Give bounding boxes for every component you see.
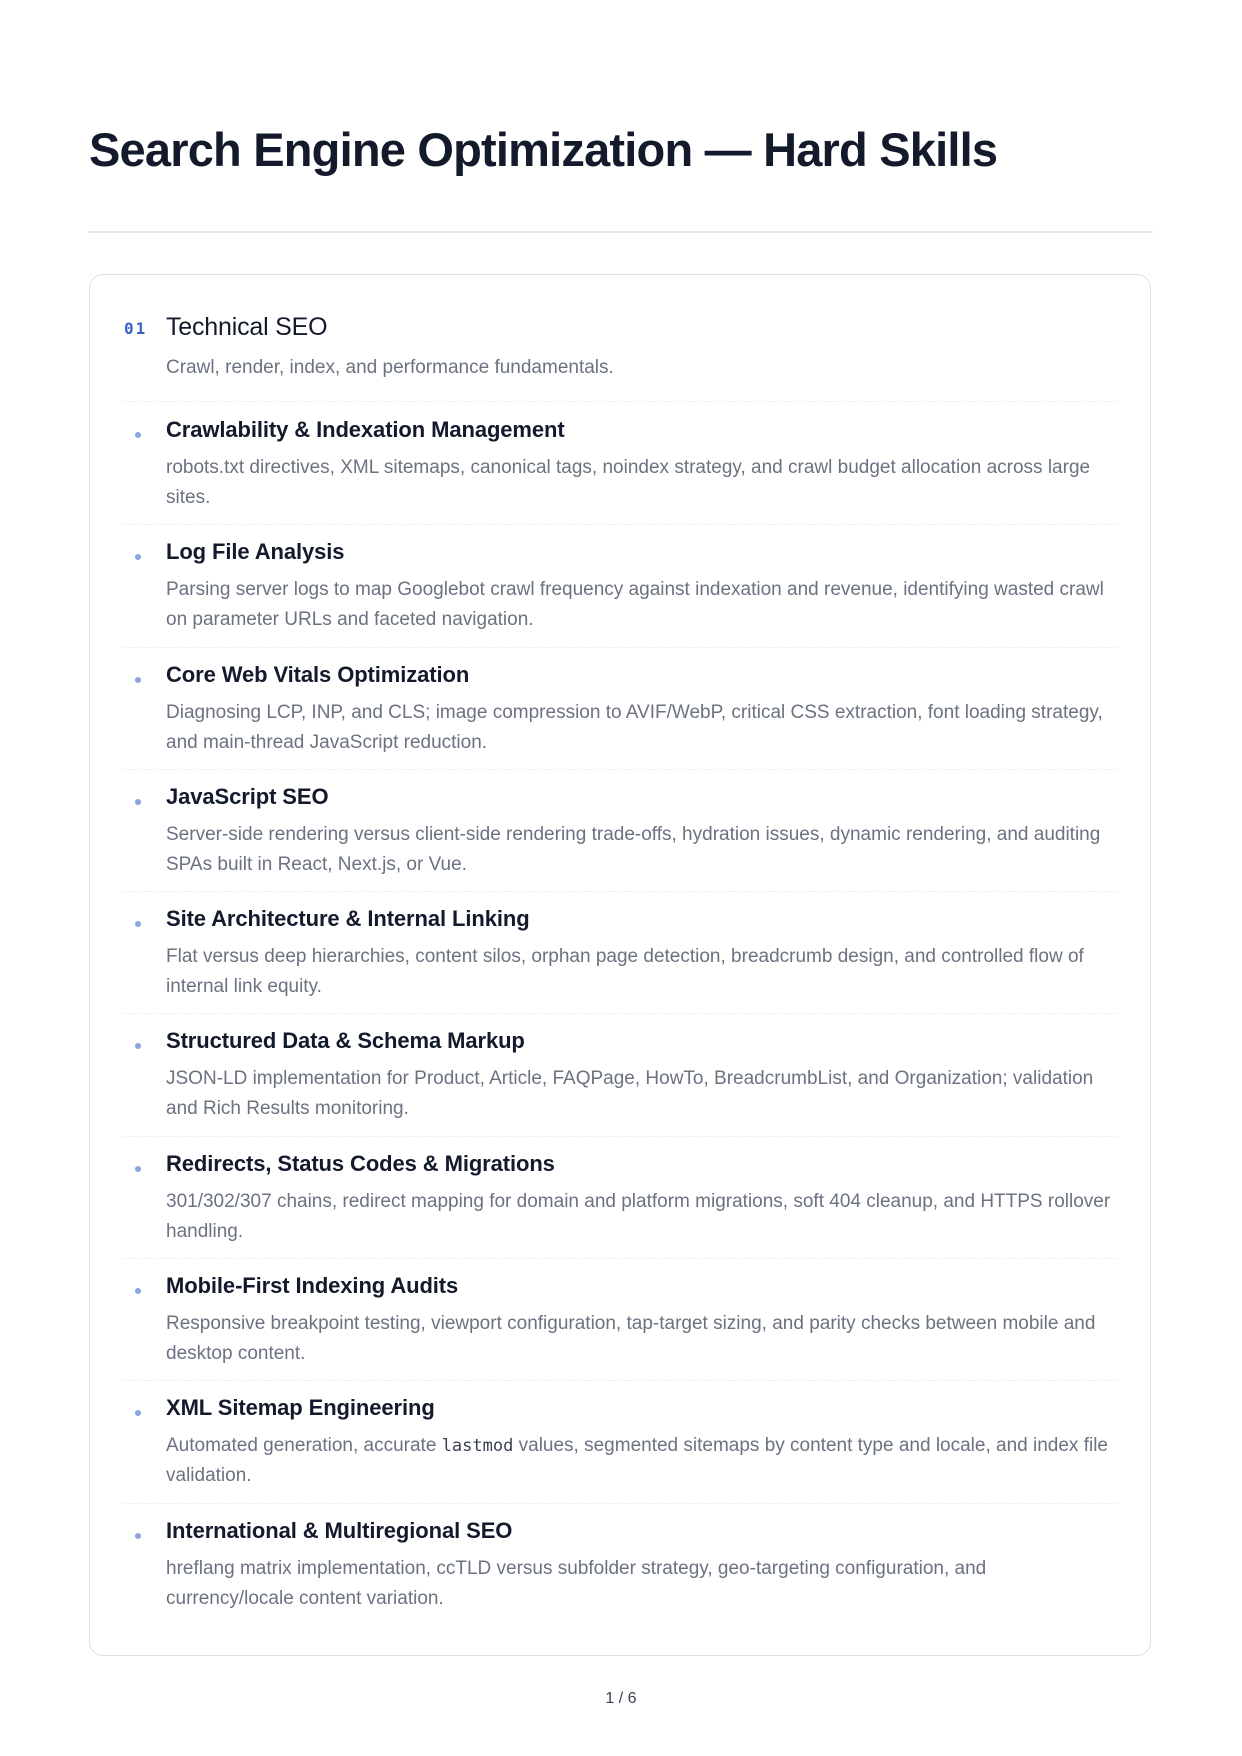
skill-item <box>124 892 1116 1014</box>
bullet-dot-icon <box>135 1533 141 1539</box>
skill-name: JavaScript SEO <box>166 783 329 809</box>
skill-name: Crawlability & Indexation Management <box>166 417 565 442</box>
bullet-dot-icon <box>135 554 141 560</box>
skill-description-text: Automated generation, accurate <box>166 1435 442 1457</box>
skill-name: Structured Data & Schema Markup <box>166 1028 525 1054</box>
bullet-dot-icon <box>135 1166 141 1172</box>
title-divider <box>89 231 1153 233</box>
skill-item <box>124 1137 1116 1259</box>
skill-description: robots.txt directives, XML sitemaps, canonical tags, noindex strategy, and crawl budget allocation across large sites. <box>166 457 1091 508</box>
skill-description: 301/302/307 chains, redirect mapping for domain and platform migrations, soft 404 cleanup, and HTTPS rollover handling. <box>166 1190 1111 1242</box>
skill-name: Redirects, Status Codes & Migrations <box>166 1150 555 1176</box>
skill-name: International & Multiregional SEO <box>166 1517 513 1543</box>
skill-item <box>124 770 1116 892</box>
skill-name: Log File Analysis <box>166 539 345 565</box>
section-divider <box>124 401 1116 402</box>
skill-description-text: values, segmented sitemaps by content type and locale, and index file validation. <box>166 1435 1108 1487</box>
section-card <box>89 274 1151 1656</box>
skill-description: Responsive breakpoint testing, viewport configuration, tap-target sizing, and parity checks between mobile and desktop content. <box>166 1313 1096 1365</box>
bullet-dot-icon <box>135 921 141 927</box>
skill-description: Flat versus deep hierarchies, content silos, orphan page detection, breadcrumb design, and controlled flow of internal link equity. <box>166 946 1084 998</box>
skill-item <box>124 525 1116 647</box>
skill-item <box>124 1504 1116 1626</box>
page-title: Search Engine Optimization — Hard Skills <box>89 123 998 176</box>
skill-description: JSON-LD implementation for Product, Article, FAQPage, HowTo, BreadcrumbList, and Organization; validation and Rich Results monitoring. <box>166 1068 1094 1120</box>
skill-description: Diagnosing LCP, INP, and CLS; image compression to AVIF/WebP, critical CSS extraction, font loading strategy, and main-thread JavaScript reduction. <box>166 701 1103 753</box>
inline-code: lastmod <box>441 1436 514 1457</box>
skill-description: Server-side rendering versus client-side rendering trade-offs, hydration issues, dynamic rendering, and auditing SPAs built in React, Next.js, or Vue. <box>166 823 1101 875</box>
skill-item <box>124 648 1116 770</box>
bullet-dot-icon <box>135 799 141 805</box>
skill-item <box>124 403 1116 525</box>
skill-name: Core Web Vitals Optimization <box>166 661 470 687</box>
skill-item <box>124 1381 1116 1503</box>
section-description: Crawl, render, index, and performance fundamentals. <box>166 357 614 378</box>
section-number: 01 <box>124 319 148 338</box>
skill-item <box>124 1014 1116 1136</box>
section-title: Technical SEO <box>166 313 328 341</box>
skill-name: XML Sitemap Engineering <box>166 1395 435 1421</box>
skill-description <box>166 1431 1116 1491</box>
bullet-dot-icon <box>135 432 141 438</box>
skill-list <box>124 403 1116 1626</box>
skill-name: Site Architecture & Internal Linking <box>166 906 530 932</box>
skill-item <box>124 1259 1116 1381</box>
bullet-dot-icon <box>135 1288 141 1294</box>
skill-description: hreflang matrix implementation, ccTLD versus subfolder strategy, geo-targeting configuration, and currency/locale content variation. <box>166 1557 987 1609</box>
skill-description: Parsing server logs to map Googlebot crawl frequency against indexation and revenue, identifying wasted crawl on parameter URLs and faceted navigation. <box>166 579 1104 631</box>
bullet-dot-icon <box>135 1043 141 1049</box>
page-number: 1 / 6 <box>605 1690 637 1707</box>
bullet-dot-icon <box>135 1410 141 1416</box>
skill-name: Mobile-First Indexing Audits <box>166 1273 459 1299</box>
bullet-dot-icon <box>135 677 141 683</box>
